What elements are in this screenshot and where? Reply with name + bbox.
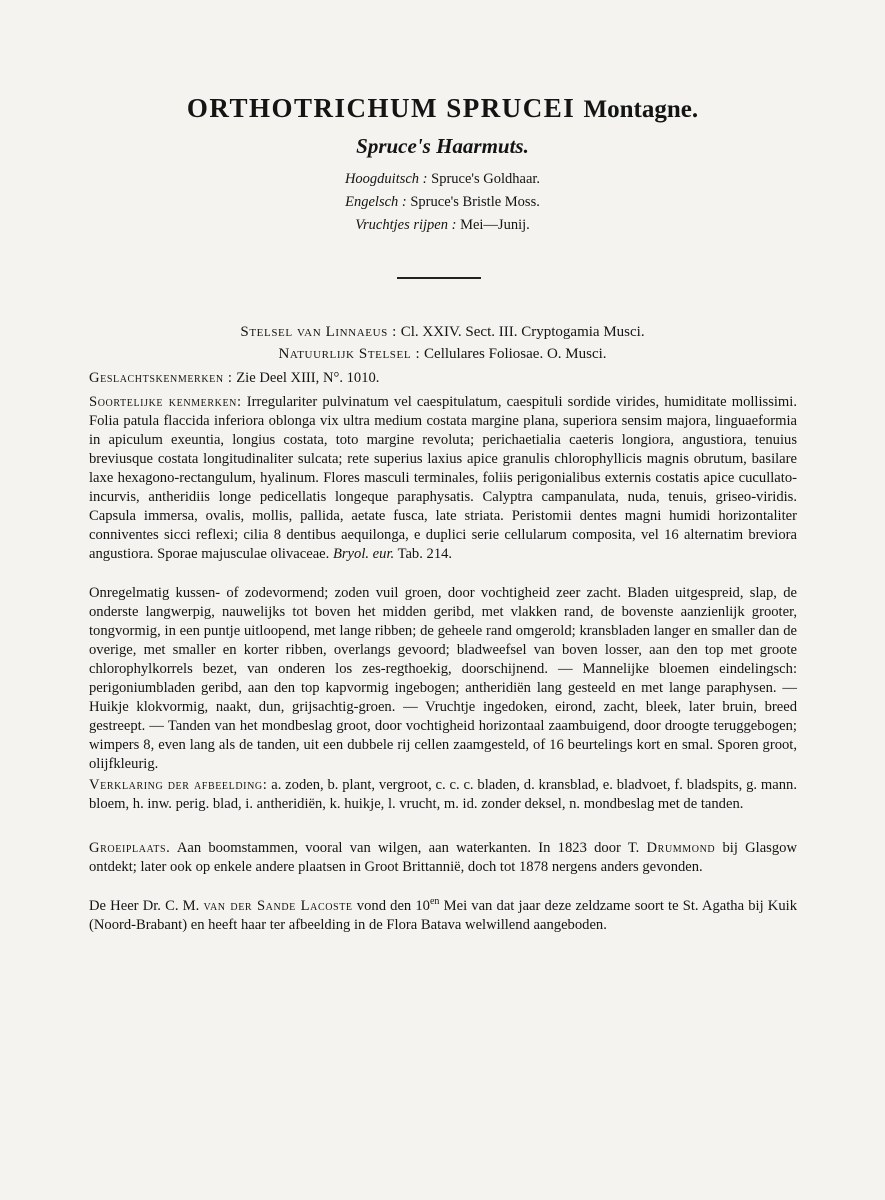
discovery-note: De Heer Dr. C. M. van der Sande Lacoste vond den $10^{en}$ Mei van dat jaar deze zeldzame soort te St. Agatha bij Kuik (Noord-Brabant) en heeft haar ter afbeelding in de Flora Batava welwillend aangeboden.: [89, 896, 797, 933]
species-title: [0, 93, 885, 124]
species-name: ORTHOTRICHUM SPRUCEI: [186, 93, 576, 123]
latin-text: Irregulariter pulvinatum vel caespitulatum, caespituli sordide virides, humiditate mollissimi. Folia patula flaccida inferiora oblonga vix ultra medium costata margine plana, superiora sensim majora, linguaeformia in apiculum exeuntia, longius costata, toto margine revoluta; perichaetialia caeteris longiora, angustiora, tenuius breviusque costata longitudinaliter sulcata; rete superius laxius apice granulis chlorophyllicis magnis obrutum, basilare laxe hexagono-rectangulum, hyalinum. Flores masculi terminales, foliis perigonialibus externis costatis apice cucullato-incurvis, antheridiis longe pedicellatis longeque paraphysatis. Calyptra campanulata, nuda, tenuis, griseo-viridis. Capsula immersa, ovalis, mollis, pallida, aetate fusca, late striata. Peristomii dentes magni humidi horizontaliter conniventes sicci reflexi; cilia 8 dentibus aequilonga, e duplici serie cellularum composita, vel 16 alternatim breviora angustiora. Sporae majusculae olivaceae.: [89, 394, 797, 562]
divider: [397, 277, 481, 279]
species-author: Montagne.: [583, 96, 699, 123]
linnaeus-system: Stelsel van Linnaeus : Cl. XXIV. Sect. III. Cryptogamia Musci.: [240, 324, 645, 340]
habitat: Groeiplaats. Aan boomstammen, vooral van wilgen, aan waterkanten. In 1823 door T. Drummond bij Glasgow ontdekt; later ook op enkele andere plaatsen in Groot Brittannië, doch tot 1878 nergens anders gevonden.: [89, 840, 797, 875]
genus-characters: Geslachtskenmerken : Zie Deel XIII, N°. 1010.: [89, 370, 380, 386]
latin-description: Soortelijke kenmerken: Irregulariter pulvinatum vel caespitulatum, caespituli sordide virides, humiditate mollissimi. Folia patula flaccida inferiora oblonga vix ultra medium costata margine plana, superiora sensim majora, linguaeformia in apiculum exeuntia, longius costata, toto margine revoluta; perichaetialia caeteris longiora, angustiora, tenuius breviusque costata longitudinaliter sulcata; rete superius laxius apice granulis chlorophyllicis magnis obrutum, basilare laxe hexagono-rectangulum, hyalinum. Flores masculi terminales, foliis perigonialibus externis costatis apice cucullato-incurvis, antheridiis longe pedicellatis longeque paraphysatis. Calyptra campanulata, nuda, tenuis, griseo-viridis. Capsula immersa, ovalis, mollis, pallida, aetate fusca, late striata. Peristomii dentes magni humidi horizontaliter conniventes sicci reflexi; cilia 8 dentibus aequilonga, e duplici serie cellularum composita, vel 16 alternatim breviora angustiora. Sporae majusculae olivaceae. Bryol. eur. Tab. 214.: [89, 394, 797, 562]
latin-label: Soortelijke kenmerken:: [89, 394, 242, 410]
natural-system: Natuurlijk Stelsel : Cellulares Foliosae. O. Musci.: [278, 346, 607, 362]
fruiting-period: Vruchtjes rijpen : Mei—Junij.: [355, 217, 530, 233]
common-name-english: Engelsch : Spruce's Bristle Moss.: [345, 194, 540, 210]
dutch-common-name: Spruce's Haarmuts.: [356, 134, 529, 158]
common-name-german: Hoogduitsch : Spruce's Goldhaar.: [344, 171, 541, 187]
figure-explanation: Verklaring der afbeelding: a. zoden, b. plant, vergroot, c. c. c. bladen, d. kransblad, e. bladvoet, f. bladspits, g. mann. bloem, h. inw. perig. blad, i. antheridiën, k. huikje, l. vrucht, m. id. zonder deksel, n. mondbeslag met de tanden.: [89, 777, 797, 812]
bryologia-reference: Bryol. eur.: [332, 546, 395, 562]
common-names: [0, 168, 885, 237]
dutch-description: Onregelmatig kussen- of zodevormend; zoden vuil groen, door vochtigheid zeer zacht. Bladen uitgespreid, slap, de onderste langwerpig, nauwelijks tot boven het midden geribd, met vlakken rand, de bovenste aanzienlijk grooter, tongvormig, in een puntje uitloopend, met lange ribben; de geheele rand omgerold; kransbladen langer en smaller dan de overige, met smaller en korter ribben, overlangs gevoord; bladweefsel van boven losser, aan den top met groote chlorophylkorrels bezet, van onderen los zes-regthoekig, doorschijnend. — Mannelijke bloemen eindelingsch: perigoniumbladen geribd, aan den top kapvormig ingebogen; antheridiën lang gesteeld en met lange paraphysen. — Huikje klokvormig, naakt, dun, grijsachtig-groen. — Vruchtje ingedoken, eirond, zacht, bleek, later bruin, breed gestreept. — Tanden van het mondbeslag groot, door vochtigheid horizontaal zaambuigend, door droogte teruggebogen; wimpers 8, even lang als de tanden, uit een dubbele rij cellen zaamgesteld, of 16 beurtelings kort en smal. Sporen groot, olijfkleurig.: [89, 585, 797, 772]
